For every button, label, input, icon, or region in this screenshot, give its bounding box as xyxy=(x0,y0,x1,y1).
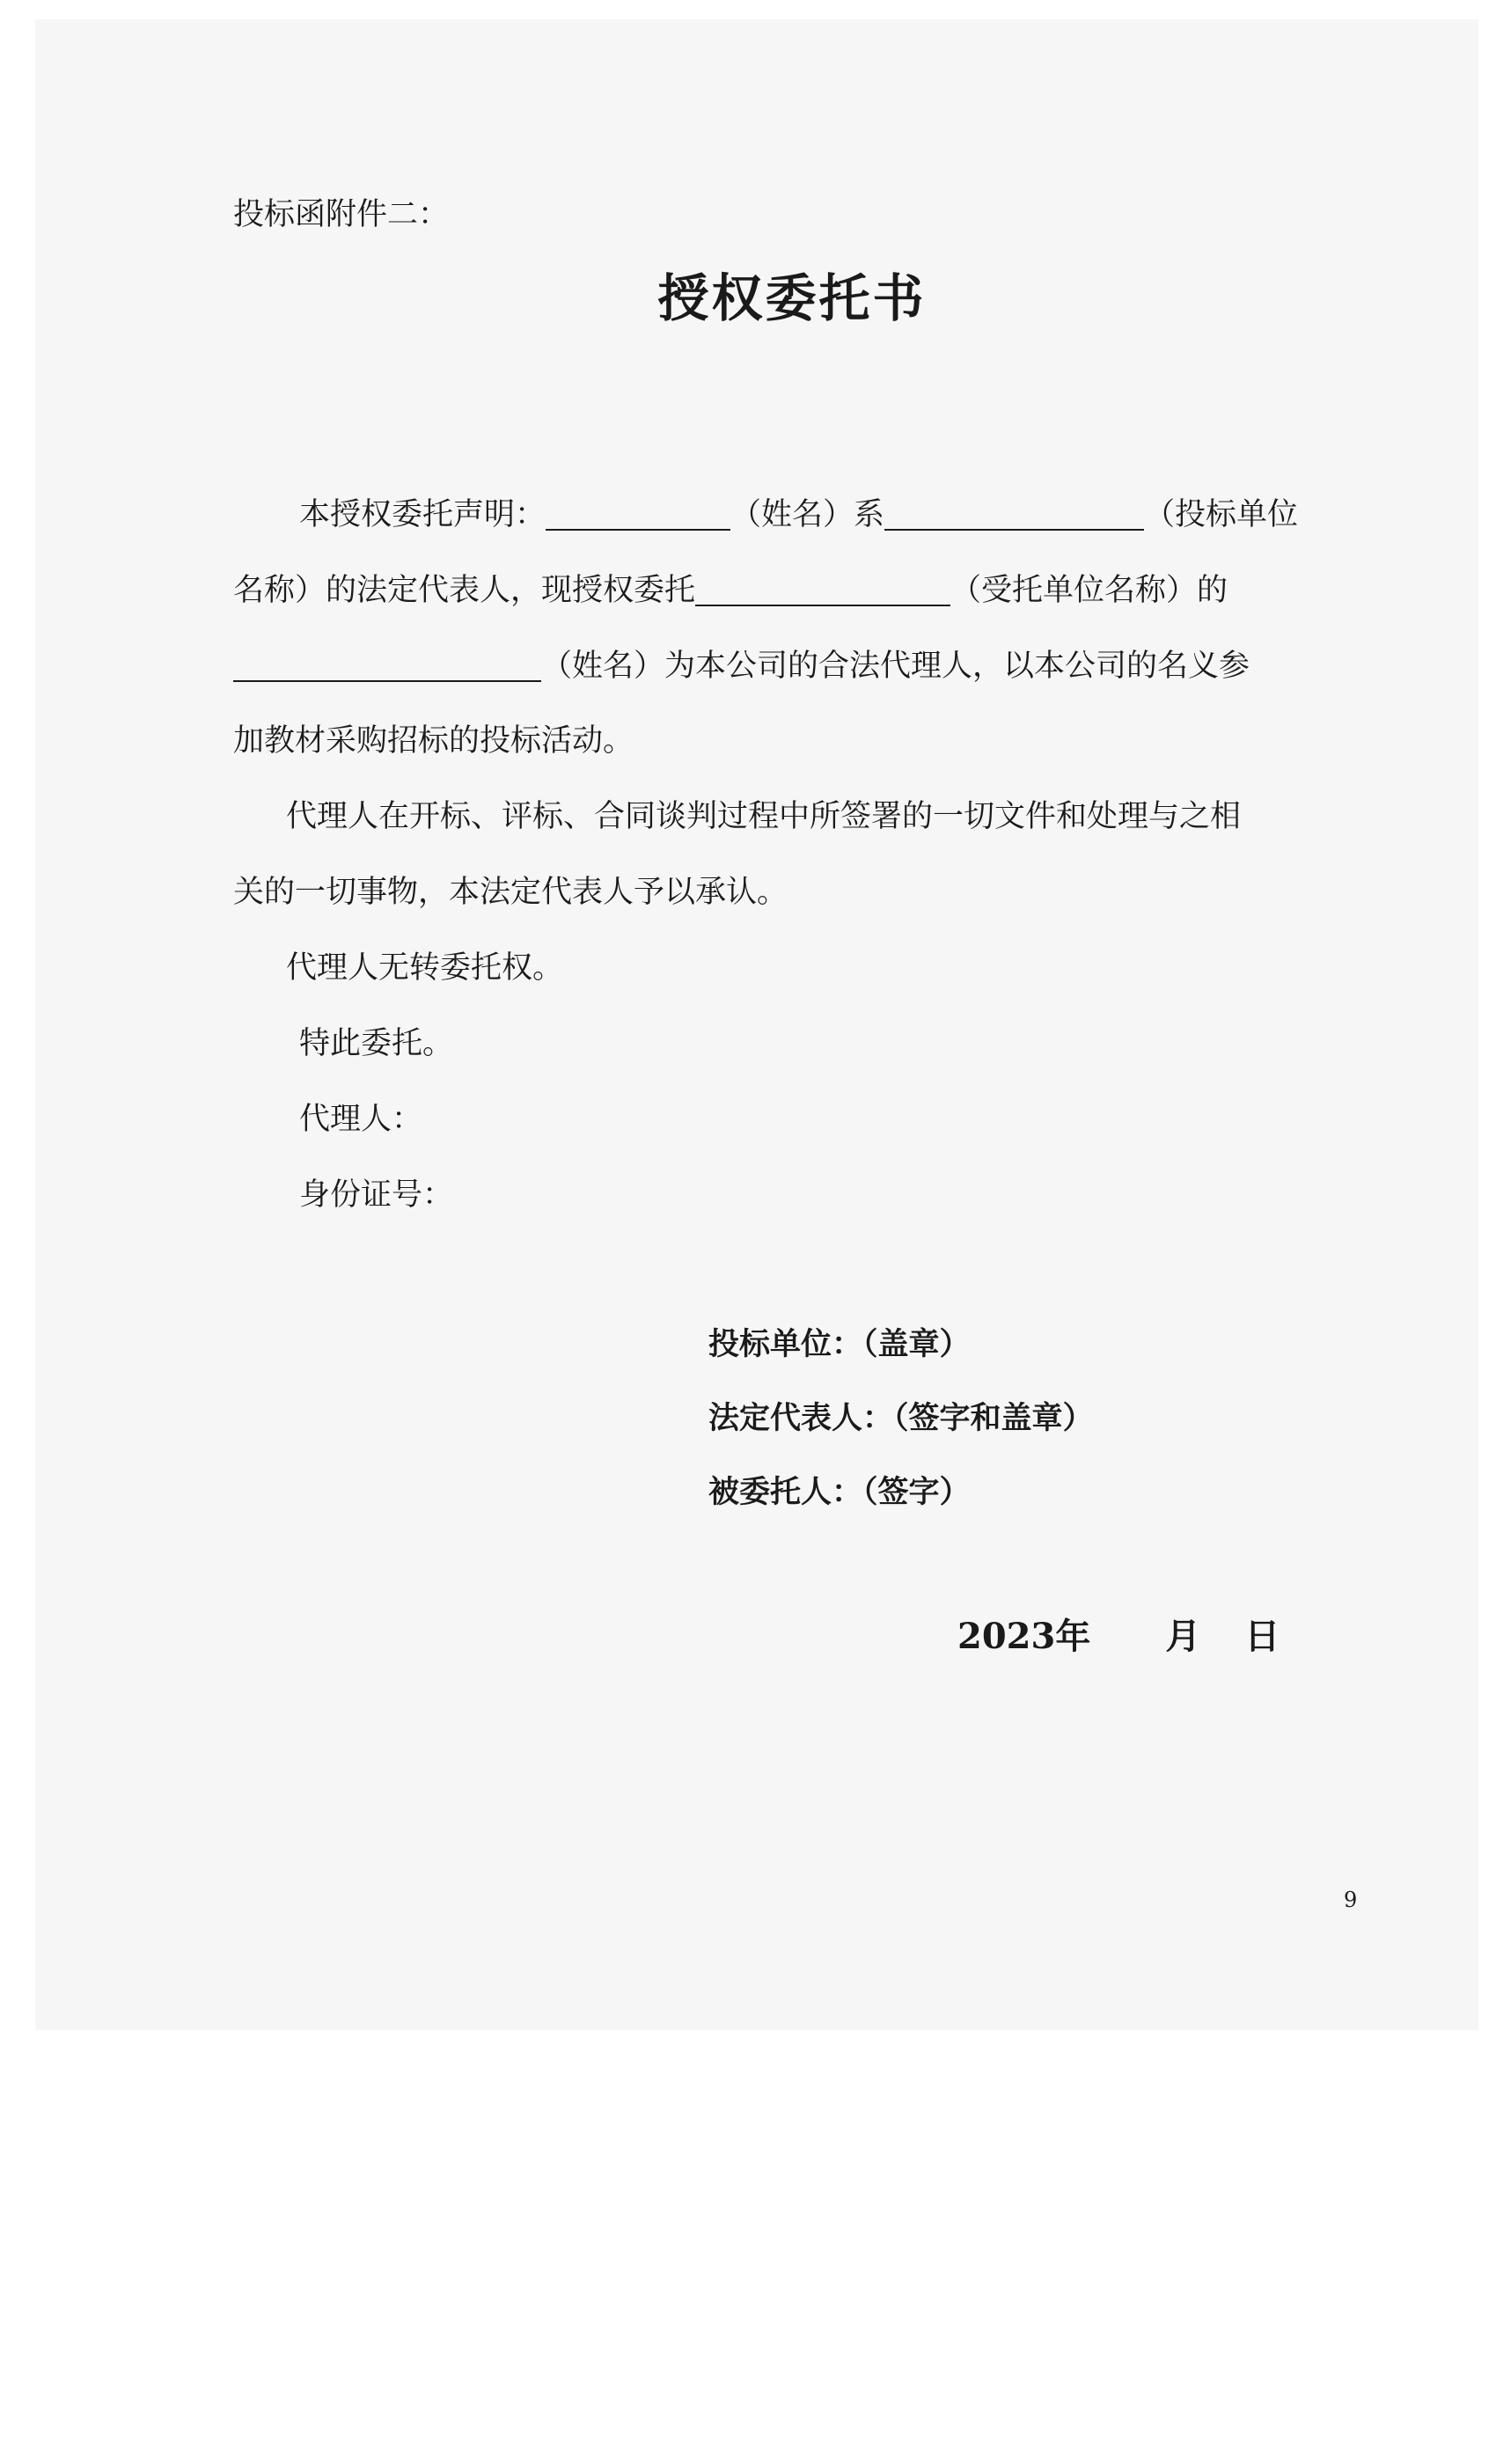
document-title: 授权委托书 xyxy=(657,268,927,328)
entrusted-unit-blank xyxy=(695,575,950,606)
page-number: 9 xyxy=(1344,1888,1358,1912)
agent-name-blank xyxy=(233,650,541,682)
principal-name-blank xyxy=(546,499,730,531)
date-year: 2023年 xyxy=(957,1616,1091,1657)
date-month: 月 xyxy=(1165,1616,1201,1657)
unit-hint: （投标单位 xyxy=(1144,497,1299,532)
legal-rep-signature-line: 法定代表人：（签字和盖章） xyxy=(708,1400,1094,1436)
paragraph-1-line-4: 加教材采购招标的投标活动。 xyxy=(233,723,634,759)
declaration-lead: 本授权委托声明： xyxy=(299,497,546,532)
bidder-unit-seal-line: 投标单位：（盖章） xyxy=(708,1326,971,1362)
paragraph-1-line-1 xyxy=(299,499,1298,531)
date-day: 日 xyxy=(1244,1616,1280,1657)
legal-rep-text: 名称）的法定代表人，现授权委托 xyxy=(233,573,696,608)
hereby-entrust: 特此委托。 xyxy=(299,1026,454,1061)
paragraph-1-line-2 xyxy=(233,575,1228,606)
paragraph-1-line-3 xyxy=(233,650,1250,682)
name-hint-2: （姓名）为本公司的合法代理人，以本公司的名义参 xyxy=(541,649,1250,684)
date-line xyxy=(957,1616,1280,1657)
entrusted-unit-hint: （受托单位名称）的 xyxy=(950,573,1228,608)
paragraph-2-line-1: 代理人在开标、评标、合同谈判过程中所签署的一切文件和处理与之相 xyxy=(286,799,1242,834)
agent-label: 代理人： xyxy=(299,1102,423,1137)
paragraph-2-line-2: 关的一切事物，本法定代表人予以承认。 xyxy=(233,875,788,910)
no-subdelegation-clause: 代理人无转委托权。 xyxy=(286,950,564,986)
trustee-signature-line: 被委托人：（签字） xyxy=(708,1474,971,1510)
bidder-name-blank xyxy=(884,499,1144,531)
name-hint-1: （姓名）系 xyxy=(730,497,885,532)
attachment-label: 投标函附件二： xyxy=(233,197,450,232)
id-number-label: 身份证号： xyxy=(299,1177,454,1213)
